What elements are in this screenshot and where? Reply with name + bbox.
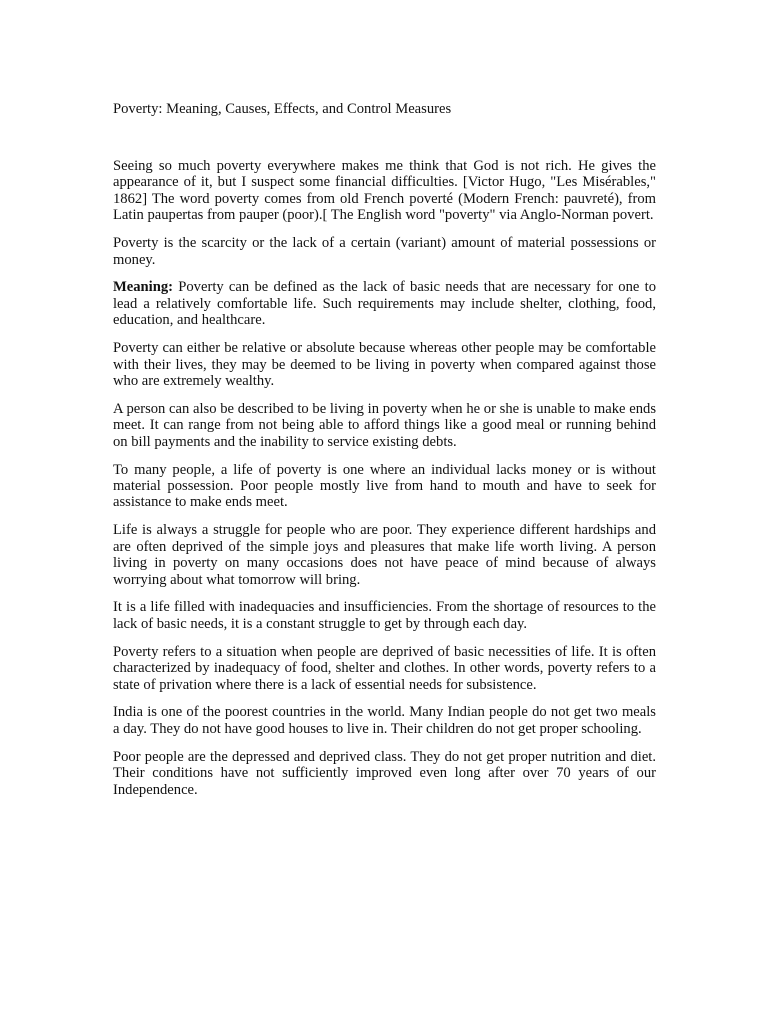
paragraph [113,522,656,588]
paragraph-text: Poverty is the scarcity or the lack of a certain (variant) amount of material possessions or money. [113,235,656,268]
paragraph-text: A person can also be described to be living in poverty when he or she is unable to make ends meet. It can range from not being able to afford things like a good meal or running behind on bill payments and the inability to service existing debts. [113,400,656,450]
paragraph [113,644,656,693]
paragraph-text: Poor people are the depressed and deprived class. They do not get proper nutrition and diet. Their conditions have not sufficiently improved even long after over 70 years of our Independence. [113,748,656,798]
paragraph [113,462,656,511]
paragraph-text: India is one of the poorest countries in the world. Many Indian people do not get two meals a day. They do not have good houses to live in. Their children do not get proper schooling. [113,704,656,737]
paragraph-text: To many people, a life of poverty is one where an individual lacks money or is without material possession. Poor people mostly live from hand to mouth and have to seek for assistance to make ends meet. [113,461,656,511]
paragraph [113,279,656,328]
paragraph [113,235,656,268]
document-title: Poverty: Meaning, Causes, Effects, and Control Measures [113,101,452,117]
paragraph-lead: Meaning: [113,279,173,296]
paragraph-text: Poverty refers to a situation when people are deprived of basic necessities of life. It is often characterized by inadequacy of food, shelter and clothes. In other words, poverty refers to a state of privation where there is a lack of essential needs for subsistence. [113,643,656,693]
paragraph [113,599,656,632]
document-body [113,158,656,810]
paragraph-text: Life is always a struggle for people who are poor. They experience different hardships and are often deprived of the simple joys and pleasures that make life worth living. A person living in poverty on many occasions does not have peace of mind because of always worrying about what tomorrow will bring. [113,522,656,588]
paragraph [113,158,656,224]
paragraph [113,401,656,450]
paragraph-text: Seeing so much poverty everywhere makes me think that God is not rich. He gives the appearance of it, but I suspect some financial difficulties. [Victor Hugo, "Les Misérables," 1862] The word poverty comes from old French poverté (Modern French: pauvreté), from Latin paupertas from pauper (poor).[ The English word "poverty" via Anglo-Norman povert. [113,158,656,224]
paragraph-text: Poverty can either be relative or absolute because whereas other people may be comfortable with their lives, they may be deemed to be living in poverty when compared against those who are extremely wealthy. [113,340,656,389]
paragraph [113,340,656,389]
paragraph [113,704,656,737]
paragraph-text: It is a life filled with inadequacies and insufficiencies. From the shortage of resources to the lack of basic needs, it is a constant struggle to get by through each day. [113,599,656,632]
paragraph-text: Poverty can be defined as the lack of basic needs that are necessary for one to lead a relatively comfortable life. Such requirements may include shelter, clothing, food, education, and healthcare. [113,279,656,329]
paragraph [113,749,656,798]
